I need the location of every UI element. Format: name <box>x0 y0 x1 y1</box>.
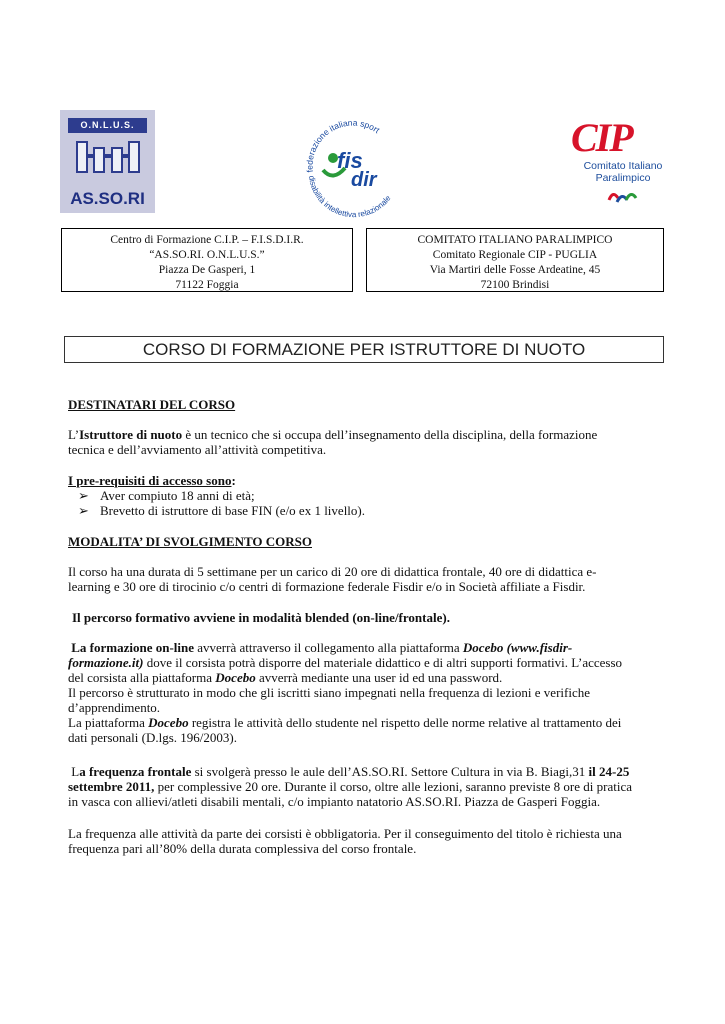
document-title: CORSO DI FORMAZIONE PER ISTRUTTORE DI NUOTO <box>64 336 664 363</box>
assori-logo <box>60 110 155 213</box>
address-right-line2: Comitato Regionale CIP - PUGLIA <box>432 249 598 261</box>
address-right-line1: COMITATO ITALIANO PARALIMPICO <box>417 234 613 246</box>
arrow-bullet-icon: ➢ <box>78 488 89 503</box>
svg-text:dir: dir <box>351 169 377 191</box>
heading-modalita: MODALITA’ DI SVOLGIMENTO CORSO <box>68 534 312 549</box>
assori-figures-icon <box>74 138 142 178</box>
svg-text:disabilità intellettiva relazi <box>307 175 393 219</box>
paragraph-durata: Il corso ha una durata di 5 settimane per un carico di 20 ore di didattica frontale, 40 ore di didattica e- learning e 30 ore di tirocinio c/o centri di formazione federale Fisdir e/o in Società affiliate a Fisdir. <box>68 564 597 594</box>
assori-logo-name: AS.SO.RI <box>70 189 145 208</box>
fisdir-logo <box>295 110 410 220</box>
cip-logo-subtitle <box>573 160 673 184</box>
address-left-line3: Piazza De Gasperi, 1 <box>158 264 256 276</box>
fisdir-ring-bottom: disabilità intellettiva relazionale <box>306 174 393 220</box>
address-right-line3: Via Martiri delle Fosse Ardeatine, 45 <box>429 264 601 276</box>
cip-logo-word: CIP <box>571 115 632 160</box>
assori-logo-onlus: O.N.L.U.S. <box>68 118 147 133</box>
cip-logo <box>565 112 675 212</box>
address-box-left <box>61 228 353 292</box>
arrow-bullet-icon: ➢ <box>78 503 89 518</box>
paragraph-obbligo: La frequenza alle attività da parte dei corsisti è obbligatoria. Per il conseguimento del titolo è richiesta una frequenza pari all’80% della durata complessiva del corso frontale. <box>68 826 622 856</box>
heading-prerequisiti: I pre-requisiti di accesso sono: <box>68 473 236 488</box>
paragraph-online: La formazione on-line avverrà attraverso il collegamento alla piattaforma Docebo (www.fisdir- formazione.it) dove il corsista potrà disporre del materiale didattico e di altri supporti formativi. L’accesso del corsista alla piattaforma Docebo avverrà mediante una user id ed una password. Il percorso è strutturato in modo che gli iscritti siano impegnati nella frequenza di lezioni e verifiche d’apprendimento. La piattaforma Docebo registra le attività dello studente nel rispetto delle norme relative al trattamento dei dati personali (D.lgs. 196/2003). <box>68 640 623 745</box>
address-left-line2: “AS.SO.RI. O.N.L.U.S.” <box>149 249 265 261</box>
paragraph-blended: Il percorso formativo avviene in modalità blended (on-line/frontale). <box>72 610 450 625</box>
address-left-line1: Centro di Formazione C.I.P. – F.I.S.D.I.R. <box>110 234 304 246</box>
istruttore-term: Istruttore di nuoto <box>79 427 183 442</box>
list-item: ➢ Aver compiuto 18 anni di età; <box>78 488 255 503</box>
address-right-line4: 72100 Brindisi <box>480 279 550 291</box>
heading-destinatari: DESTINATARI DEL CORSO <box>68 397 236 412</box>
address-left-line4: 71122 Foggia <box>175 279 239 291</box>
fisdir-ring-top: federazione italiana sport <box>304 117 382 173</box>
list-item: ➢ Brevetto di istruttore di base FIN (e/o ex 1 livello). <box>78 503 365 518</box>
paragraph-istruttore: L’Istruttore di nuoto è un tecnico che si occupa dell’insegnamento della disciplina, della formazione tecnica e dell’avviamento all’attività competitiva. <box>68 427 598 457</box>
fisdir-logo-text: fis <box>337 148 363 173</box>
address-box-right <box>366 228 664 292</box>
paragraph-frontale: La frequenza frontale si svolgerà presso le aule dell’AS.SO.RI. Settore Cultura in via B. Biagi,31 il 24-25 settembre 2011, per complessive 20 ore. Durante il corso, oltre alle lezioni, saranno previste 8 ore di pratica in vasca con allievi/atleti disabili mentali, c/o impianto natatorio AS.SO.RI. Piazza de Gasperi Foggia. <box>68 764 632 809</box>
cip-logo-sub1: Comitato Italiano <box>583 160 663 172</box>
cip-logo-sub2: Paralimpico <box>595 172 651 184</box>
agitos-icon <box>605 188 639 208</box>
